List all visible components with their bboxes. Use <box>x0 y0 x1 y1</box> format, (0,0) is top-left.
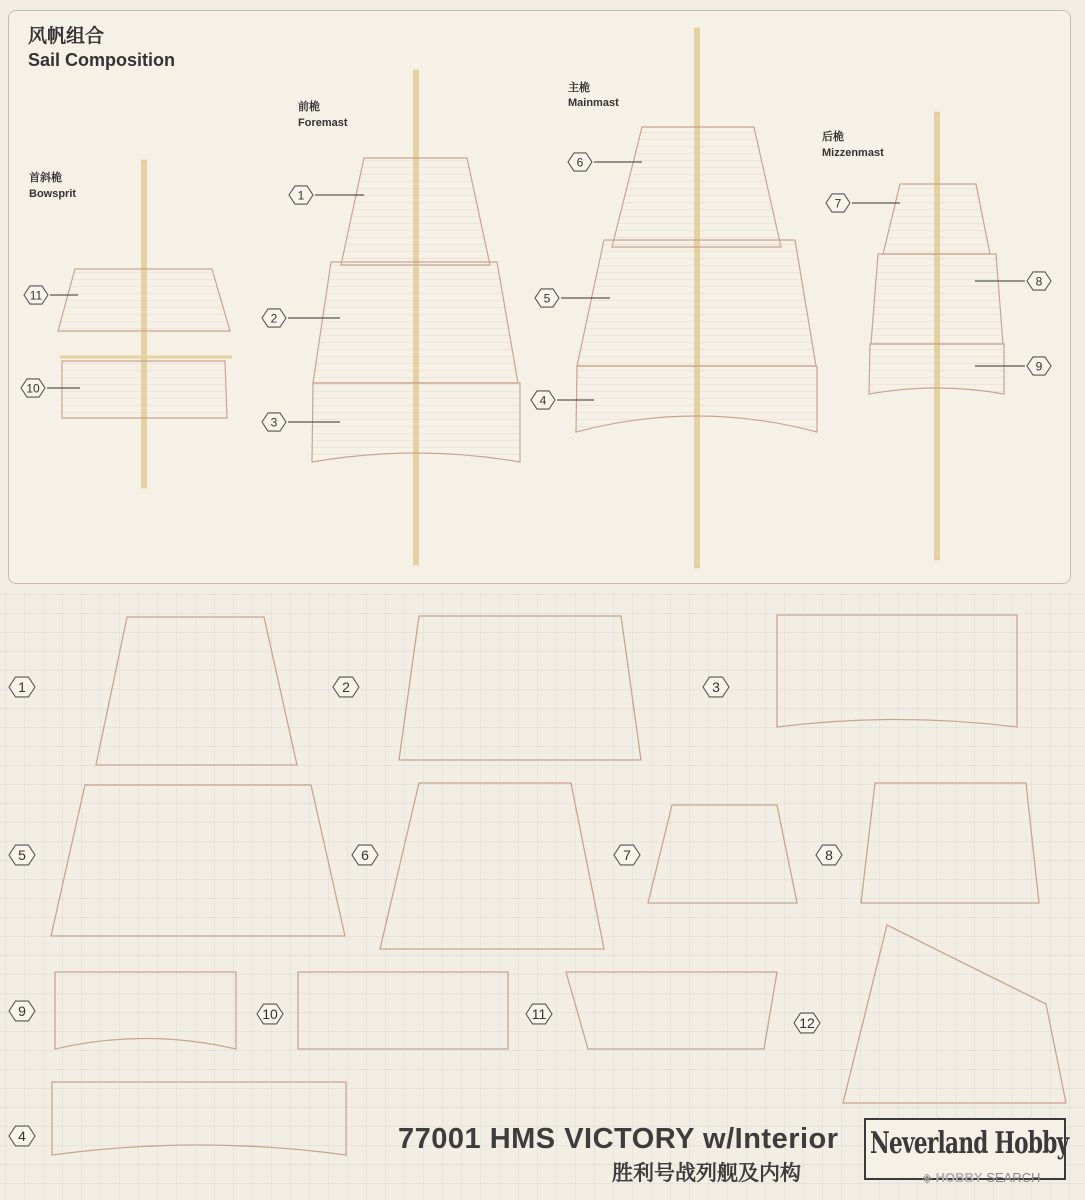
part-number-label: 6 <box>576 155 584 170</box>
part-number-label: 8 <box>825 847 833 864</box>
part-number-label: 6 <box>361 847 369 864</box>
part-number-label: 7 <box>834 196 842 211</box>
watermark <box>922 1170 1040 1186</box>
part-number-label: 10 <box>26 381 40 396</box>
part-number-label: 2 <box>270 311 278 326</box>
assembled-sails <box>58 0 1004 462</box>
part-number-label: 2 <box>342 679 350 696</box>
part-number-label: 9 <box>18 1003 26 1020</box>
part-number-label: 3 <box>712 679 720 696</box>
part-number-label: 1 <box>297 188 305 203</box>
part-number-label: 7 <box>623 847 631 864</box>
part-number-label: 9 <box>1035 359 1043 374</box>
section-title-en: Sail Composition <box>28 50 176 70</box>
foremast-label-en: Foremast <box>298 117 348 129</box>
part-number-label: 8 <box>1035 274 1043 289</box>
part-number-label: 12 <box>799 1015 815 1032</box>
bowsprit-label-en: Bowsprit <box>29 188 77 200</box>
cutting-grid <box>0 592 1085 1200</box>
part-number-label: 3 <box>270 415 278 430</box>
sail-outline <box>341 158 490 265</box>
sail-outline <box>313 262 518 383</box>
sail-outline <box>58 269 230 331</box>
sail-outline <box>869 344 1004 394</box>
mizzenmast-label-cn: 后桅 <box>822 131 844 143</box>
sail-outline <box>312 383 520 462</box>
sail-outline <box>612 127 781 247</box>
part-number-label: 11 <box>531 1006 547 1023</box>
mainmast-label-cn: 主桅 <box>568 82 590 94</box>
mainmast-label-en: Mainmast <box>568 97 619 109</box>
brand-logo-text: Neverland Hobby <box>870 1126 1069 1161</box>
part-number-label: 4 <box>539 393 547 408</box>
part-number-label: 11 <box>29 288 43 303</box>
part-number-label: 5 <box>543 291 551 306</box>
watermark-suffix: SEARCH <box>982 1170 1041 1185</box>
part-number-label: 5 <box>18 847 26 864</box>
mizzenmast-label-en: Mizzenmast <box>822 147 884 159</box>
part-number-label: 4 <box>18 1128 26 1145</box>
part-number-label: 1 <box>18 679 26 696</box>
part-number-label: 10 <box>262 1006 278 1023</box>
sail-outline <box>62 361 227 418</box>
product-title: 77001 HMS VICTORY w/Interior <box>398 1123 839 1155</box>
bunny-icon: ◈ <box>922 1170 932 1185</box>
bowsprit-label-cn: 首斜桅 <box>29 172 62 184</box>
sail-outline <box>883 184 990 254</box>
watermark-brand: HOBBY <box>935 1170 983 1185</box>
section-title-cn: 风帆组合 <box>28 26 105 47</box>
sail-outline <box>871 254 1003 344</box>
sail-outline <box>577 240 816 366</box>
foremast-label-cn: 前桅 <box>298 101 320 113</box>
product-title-cn: 胜利号战列舰及内构 <box>612 1162 801 1185</box>
